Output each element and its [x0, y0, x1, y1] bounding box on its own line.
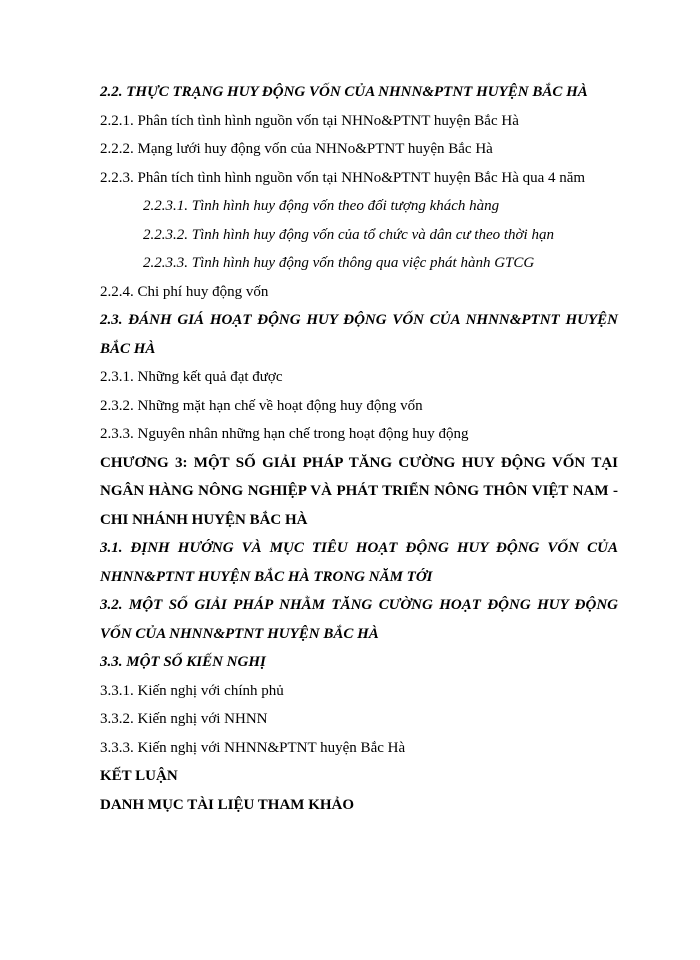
toc-entry: KẾT LUẬN — [100, 768, 178, 784]
toc-entry: 2.2.3.2. Tình hình huy động vốn của tổ chức và dân cư theo thời hạn — [143, 226, 554, 243]
toc-entry: 3.3.1. Kiến nghị với chính phủ — [100, 682, 284, 699]
toc-entry: 2.2. THỰC TRẠNG HUY ĐỘNG VỐN CỦA NHNN&PTNT HUYỆN BẮC HÀ — [100, 84, 588, 100]
toc-entry: 3.3.2. Kiến nghị với NHNN — [100, 711, 268, 727]
table-of-contents — [100, 78, 618, 819]
toc-entry: 3.3.3. Kiến nghị với NHNN&PTNT huyện Bắc Hà — [100, 739, 406, 756]
toc-entry: 2.3.2. Những mặt hạn chế về hoạt động huy động vốn — [100, 397, 423, 414]
toc-entry: CHƯƠNG 3: MỘT SỐ GIẢI PHÁP TĂNG CƯỜNG HUY ĐỘNG VỐN TẠI NGÂN HÀNG NÔNG NGHIỆP VÀ PHÁT TRIỂN NÔNG THÔN VIỆT NAM - CHI NHÁNH HUYỆN BẮC HÀ — [100, 454, 618, 528]
toc-entry: 3.2. MỘT SỐ GIẢI PHÁP NHẰM TĂNG CƯỜNG HOẠT ĐỘNG HUY ĐỘNG VỐN CỦA NHNN&PTNT HUYỆN BẮC HÀ — [100, 597, 618, 642]
toc-entry: 2.2.2. Mạng lưới huy động vốn của NHNo&PTNT huyện Bắc Hà — [100, 141, 493, 157]
toc-entry: 2.3.1. Những kết quả đạt được — [100, 369, 283, 385]
toc-entry: DANH MỤC TÀI LIỆU THAM KHẢO — [100, 796, 355, 813]
toc-entry: 2.2.3. Phân tích tình hình nguồn vốn tại NHNo&PTNT huyện Bắc Hà qua 4 năm — [100, 169, 586, 186]
toc-entry: 2.3.3. Nguyên nhân những hạn chế trong hoạt động huy động — [100, 426, 469, 442]
toc-entry: 2.2.1. Phân tích tình hình nguồn vốn tại NHNo&PTNT huyện Bắc Hà — [100, 112, 519, 129]
toc-entry: 3.3. MỘT SỐ KIẾN NGHỊ — [100, 654, 266, 670]
toc-entry: 3.1. ĐỊNH HƯỚNG VÀ MỤC TIÊU HOẠT ĐỘNG HUY ĐỘNG VỐN CỦA NHNN&PTNT HUYỆN BẮC HÀ TRONG NĂM TỚI — [100, 540, 618, 585]
toc-entry: 2.2.4. Chi phí huy động vốn — [100, 283, 269, 300]
toc-entry: 2.2.3.3. Tình hình huy động vốn thông qua việc phát hành GTCG — [143, 255, 535, 271]
toc-entry: 2.3. ĐÁNH GIÁ HOẠT ĐỘNG HUY ĐỘNG VỐN CỦA NHNN&PTNT HUYỆN BẮC HÀ — [100, 312, 618, 357]
toc-entry: 2.2.3.1. Tình hình huy động vốn theo đối tượng khách hàng — [143, 198, 500, 214]
